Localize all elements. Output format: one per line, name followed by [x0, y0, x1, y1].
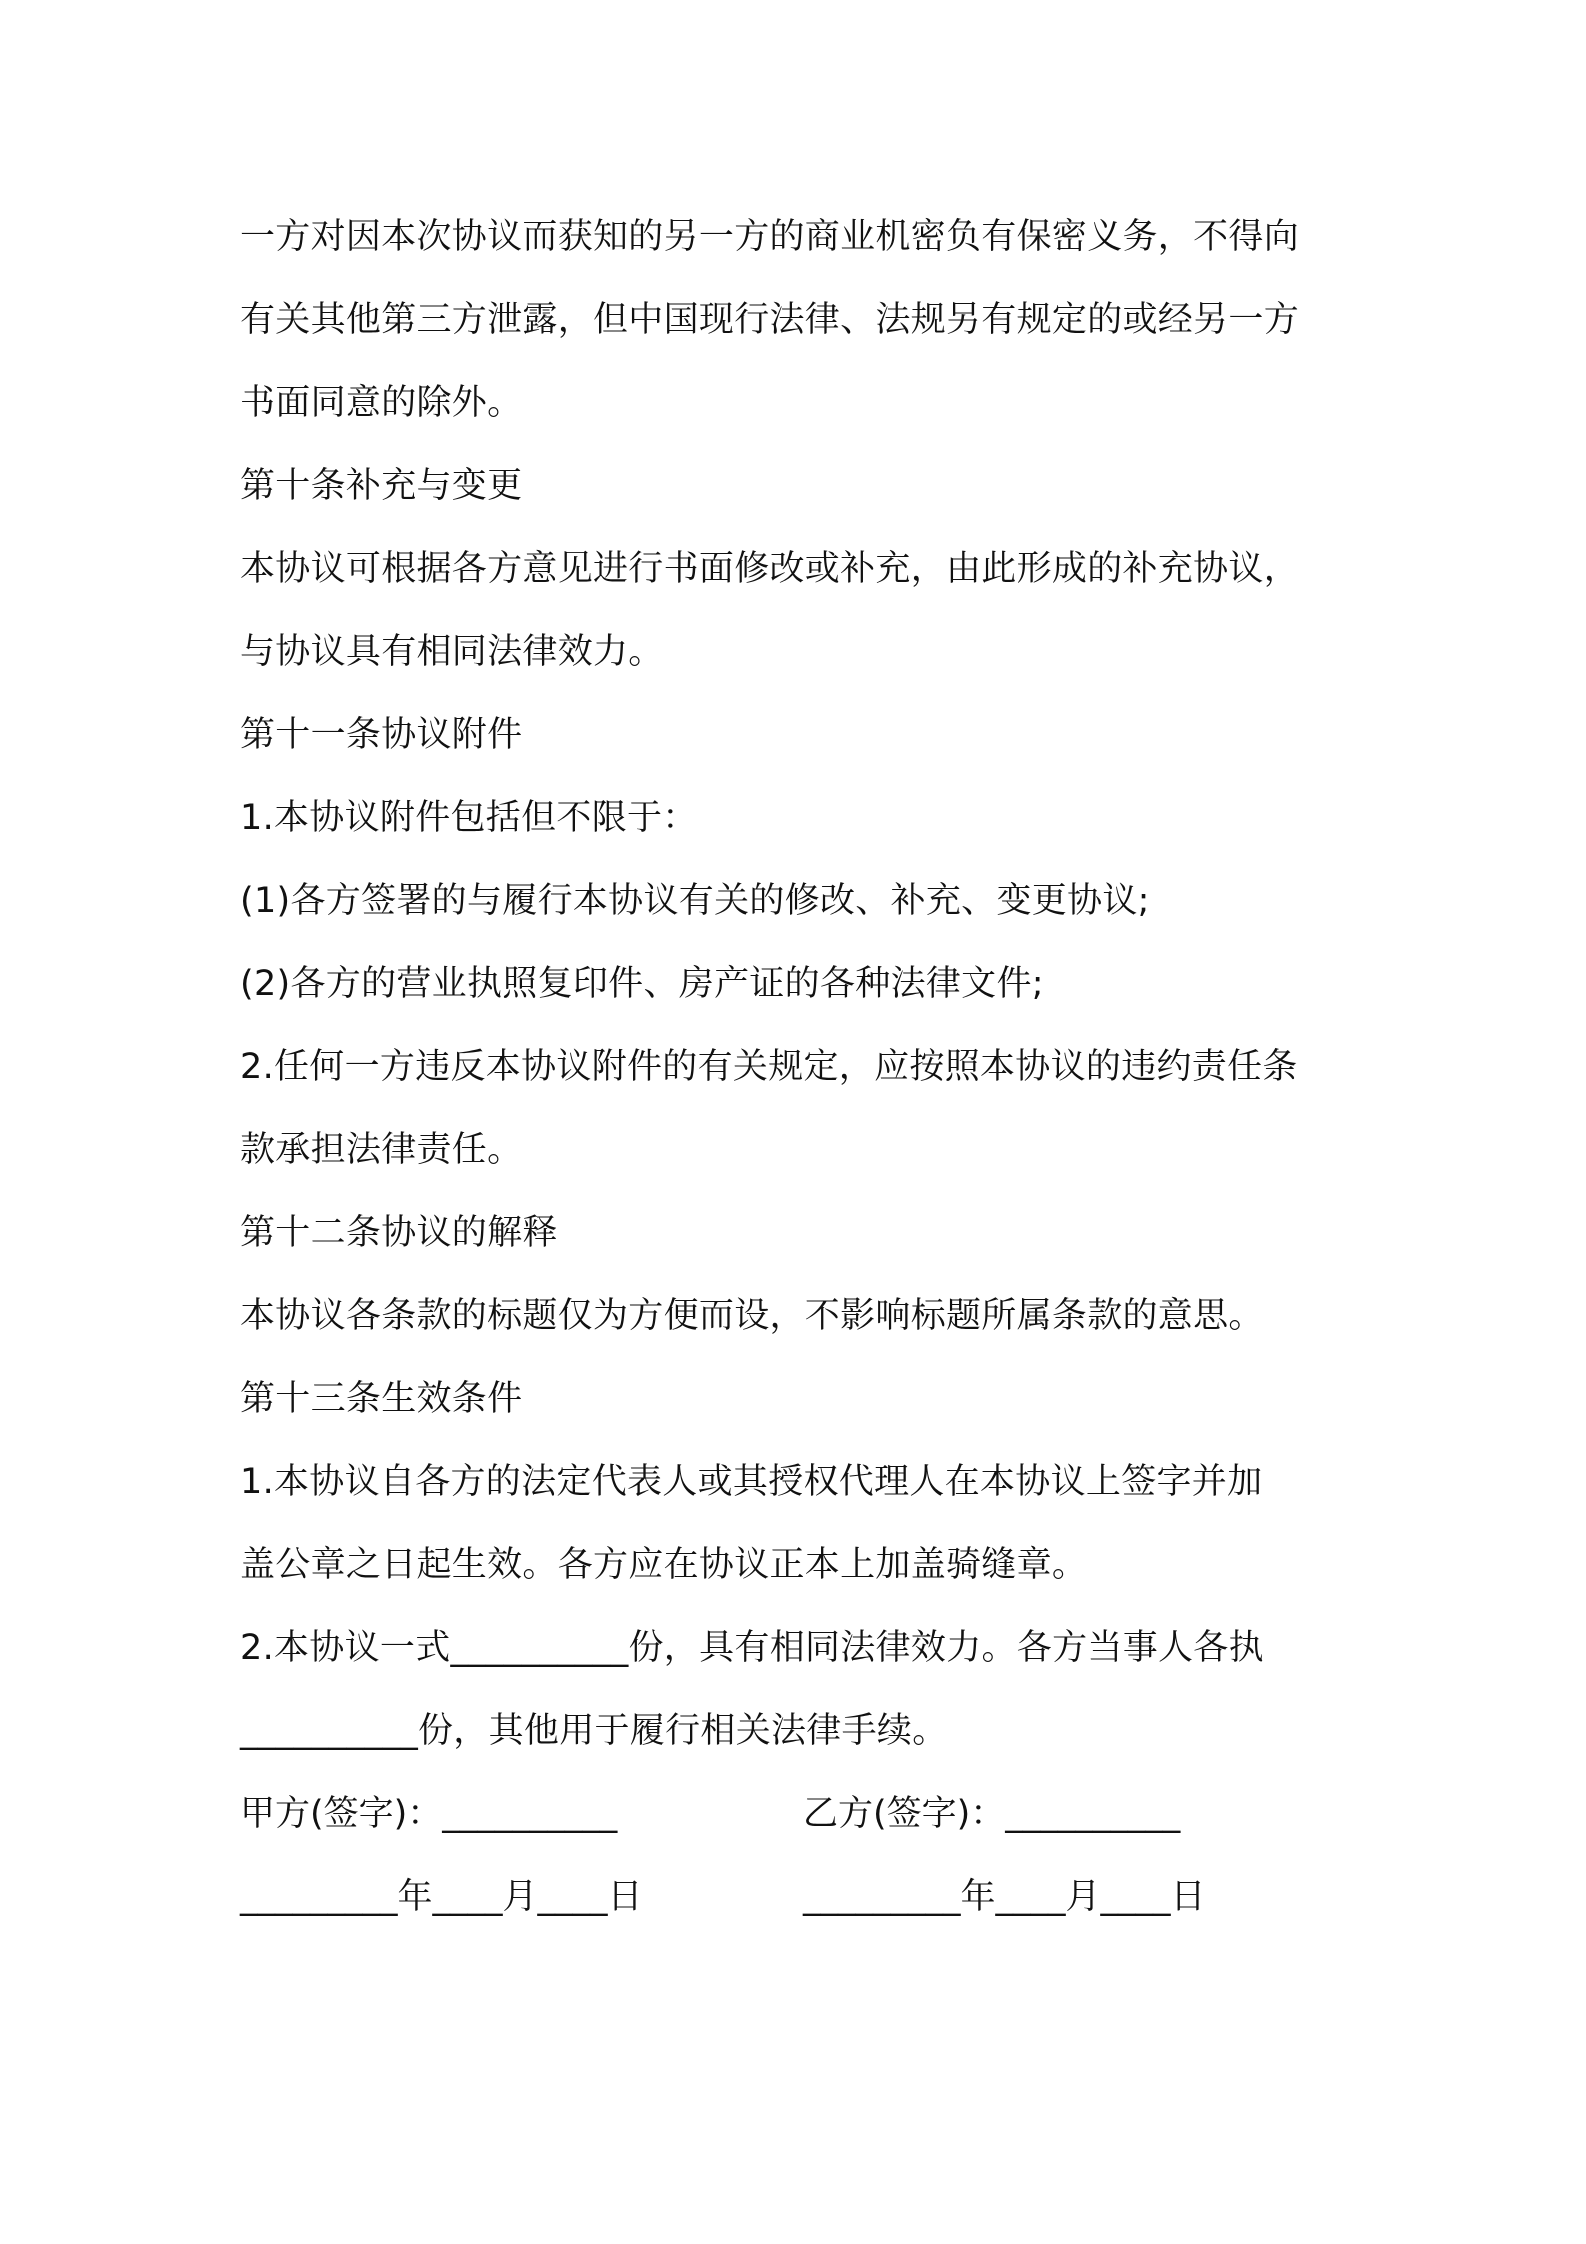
paragraph-line: 书面同意的除外。: [240, 383, 523, 423]
section-heading-11: 第十一条协议附件: [240, 715, 523, 755]
section-heading-13: 第十三条生效条件: [240, 1379, 523, 1419]
paragraph-line: 一方对因本次协议而获知的另一方的商业机密负有保密义务，不得向: [240, 217, 1300, 257]
paragraph-line: 有关其他第三方泄露，但中国现行法律、法规另有规定的或经另一方: [240, 300, 1300, 340]
document-body: [240, 196, 1370, 1939]
paragraph-line: 款承担法律责任。: [240, 1130, 523, 1170]
paragraph-line: 2.任何一方违反本协议附件的有关规定，应按照本协议的违约责任条: [240, 1047, 1298, 1087]
list-item: (1)各方签署的与履行本协议有关的修改、补充、变更协议;: [240, 881, 1150, 921]
date-row: [240, 1856, 1370, 1939]
paragraph-line: 与协议具有相同法律效力。: [240, 632, 664, 672]
paragraph-line: 2.本协议一式__________份，具有相同法律效力。各方当事人各执: [240, 1628, 1264, 1668]
list-item: (2)各方的营业执照复印件、房产证的各种法律文件;: [240, 964, 1044, 1004]
section-heading-12: 第十二条协议的解释: [240, 1213, 558, 1253]
paragraph-line: 本协议可根据各方意见进行书面修改或补充，由此形成的补充协议，: [240, 549, 1300, 589]
paragraph-line: __________份，其他用于履行相关法律手续。: [240, 1711, 948, 1751]
paragraph-line: 1.本协议自各方的法定代表人或其授权代理人在本协议上签字并加: [240, 1462, 1263, 1502]
party-b-date: _________年____月____日: [803, 1877, 1206, 1917]
signature-row: [240, 1773, 1370, 1856]
party-b-signature: 乙方(签字)：__________: [803, 1794, 1181, 1834]
party-a-signature: 甲方(签字)：__________: [240, 1794, 618, 1834]
party-a-date: _________年____月____日: [240, 1877, 643, 1917]
section-heading-10: 第十条补充与变更: [240, 466, 523, 506]
paragraph-line: 1.本协议附件包括但不限于：: [240, 798, 698, 838]
paragraph-line: 本协议各条款的标题仅为方便而设，不影响标题所属条款的意思。: [240, 1296, 1264, 1336]
paragraph-line: 盖公章之日起生效。各方应在协议正本上加盖骑缝章。: [240, 1545, 1088, 1585]
